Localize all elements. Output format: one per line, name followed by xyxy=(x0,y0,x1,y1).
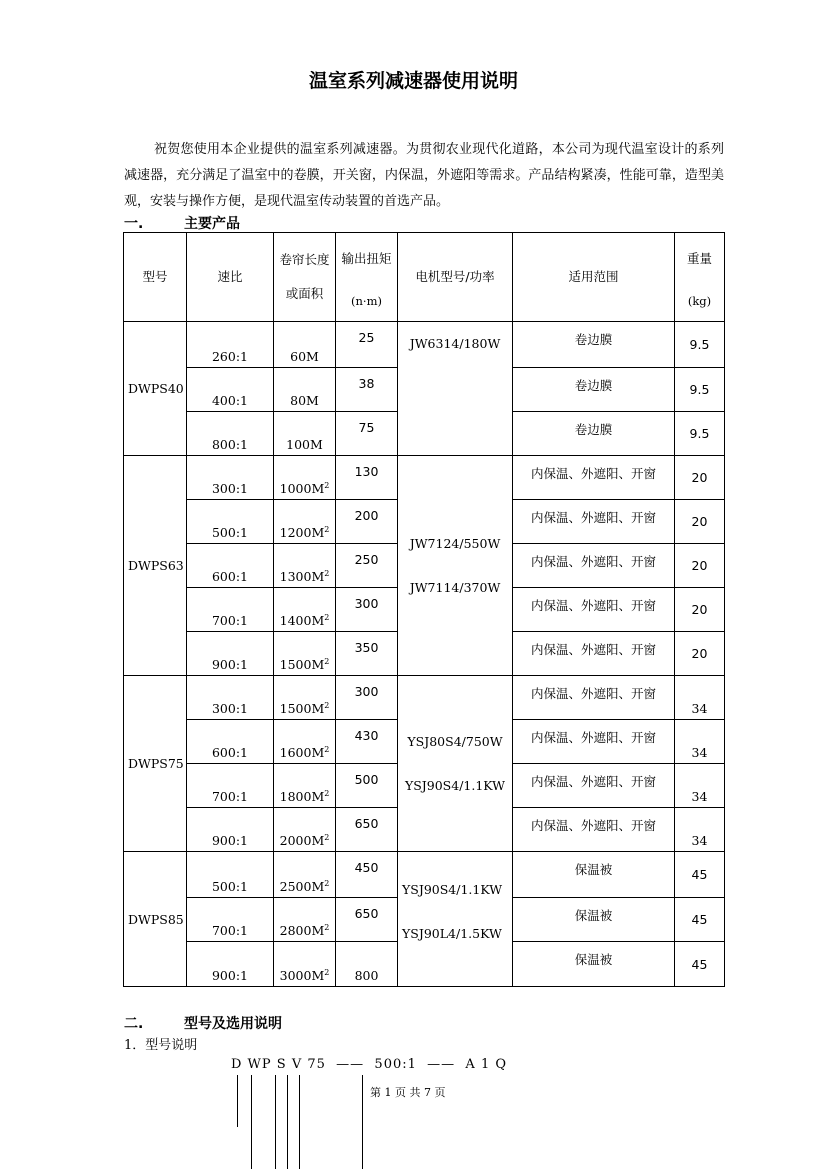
superscript: 2 xyxy=(324,656,330,666)
cell-range: 内保温、外遮阳、开窗 xyxy=(513,544,675,588)
cell-motor xyxy=(398,852,513,987)
cell-ratio: 500:1 xyxy=(187,500,274,544)
cell-range: 保温被 xyxy=(513,852,675,898)
table-row xyxy=(124,322,725,368)
header-length: 卷帘长度 或面积 xyxy=(274,233,336,322)
header-torque: 输出扭矩 (n·m) xyxy=(336,233,398,322)
cell-length: $1800M^2$ xyxy=(274,764,336,808)
section-heading-model xyxy=(124,1013,282,1033)
intro-paragraph: 祝贺您使用本企业提供的温室系列减速器。为贯彻农业现代化道路，本公司为现代温室设计的系列减速器，充分满足了温室中的卷膜，开关窗，内保温，外遮阳等需求。产品结构紧凑，性能可靠，造型美观，安装与操作方便，是现代温室传动装置的首选产品。 xyxy=(124,142,724,209)
table-row xyxy=(124,852,725,898)
cell-ratio: 700:1 xyxy=(187,898,274,942)
code-pointer-line xyxy=(237,1075,238,1127)
cell-torque: 650 xyxy=(336,808,398,852)
code-pointer-line xyxy=(287,1075,288,1169)
motor-model: YSJ90S4/1.1KW xyxy=(402,882,503,897)
cell-range: 内保温、外遮阳、开窗 xyxy=(513,588,675,632)
cell-length: $1200M^2$ xyxy=(274,500,336,544)
cell-length: $3000M^2$ xyxy=(274,942,336,987)
cell-range: 内保温、外遮阳、开窗 xyxy=(513,500,675,544)
cell-range: 保温被 xyxy=(513,898,675,942)
cell-range: 内保温、外遮阳、开窗 xyxy=(513,808,675,852)
cell-range: 内保温、外遮阳、开窗 xyxy=(513,720,675,764)
code-pointer-line xyxy=(251,1075,252,1169)
cell-range: 卷边膜 xyxy=(513,368,675,412)
cell-torque: 250 xyxy=(336,544,398,588)
cell-ratio: 900:1 xyxy=(187,632,274,676)
cell-ratio: 300:1 xyxy=(187,676,274,720)
cell-torque: 350 xyxy=(336,632,398,676)
cell-weight: 20 xyxy=(675,544,725,588)
section-number: 二. xyxy=(124,1016,144,1032)
cell-length: $1400M^2$ xyxy=(274,588,336,632)
section-heading-products xyxy=(124,213,240,233)
cell-weight: 20 xyxy=(675,588,725,632)
superscript: 2 xyxy=(324,700,330,710)
cell-range: 内保温、外遮阳、开窗 xyxy=(513,676,675,720)
model-code: D WP S V 75 —— 500:1 —— A 1 Q xyxy=(231,1057,508,1072)
cell-motor xyxy=(398,456,513,676)
table-row xyxy=(124,676,725,720)
header-range: 适用范围 xyxy=(513,233,675,322)
cell-motor xyxy=(398,322,513,456)
cell-ratio: 700:1 xyxy=(187,588,274,632)
cell-ratio: 300:1 xyxy=(187,456,274,500)
cell-length: $1600M^2$ xyxy=(274,720,336,764)
cell-torque: 800 xyxy=(336,942,398,987)
cell-range: 卷边膜 xyxy=(513,322,675,368)
cell-weight: 20 xyxy=(675,500,725,544)
cell-length: $2500M^2$ xyxy=(274,852,336,898)
cell-weight: 45 xyxy=(675,898,725,942)
cell-length: $1500M^2$ xyxy=(274,676,336,720)
cell-torque: 300 xyxy=(336,676,398,720)
cell-ratio: 600:1 xyxy=(187,720,274,764)
section-number: 一. xyxy=(124,216,144,232)
header-motor: 电机型号/功率 xyxy=(398,233,513,322)
superscript: 2 xyxy=(324,922,330,932)
motor-model: YSJ90S4/1.1KW xyxy=(404,777,506,793)
table-header-row xyxy=(124,233,725,322)
superscript: 2 xyxy=(324,967,330,977)
page-number: 第 1 页 共 7 页 xyxy=(370,1086,446,1099)
header-ratio: 速比 xyxy=(187,233,274,322)
cell-weight: 9.5 xyxy=(675,412,725,456)
product-table xyxy=(123,232,725,987)
cell-torque: 38 xyxy=(336,368,398,412)
cell-model: DWPS40 xyxy=(124,322,187,456)
cell-model: DWPS75 xyxy=(124,676,187,852)
code-pointer-line xyxy=(362,1075,363,1169)
cell-range: 内保温、外遮阳、开窗 xyxy=(513,764,675,808)
motor-model: YSJ80S4/750W xyxy=(407,733,503,749)
table-row xyxy=(124,456,725,500)
cell-length: $2800M^2$ xyxy=(274,898,336,942)
code-pointer-line xyxy=(299,1075,300,1169)
superscript: 2 xyxy=(324,788,330,798)
cell-weight: 34 xyxy=(675,764,725,808)
page-title: 温室系列减速器使用说明 xyxy=(308,70,518,92)
cell-ratio: 260:1 xyxy=(187,322,274,368)
cell-weight: 34 xyxy=(675,676,725,720)
superscript: 2 xyxy=(324,612,330,622)
motor-model: JW6314/180W xyxy=(409,336,501,351)
cell-weight: 45 xyxy=(675,942,725,987)
cell-torque: 430 xyxy=(336,720,398,764)
motor-model: YSJ90L4/1.5KW xyxy=(402,926,502,941)
cell-length: $2000M^2$ xyxy=(274,808,336,852)
header-weight: 重量 (kg) xyxy=(675,233,725,322)
cell-range: 卷边膜 xyxy=(513,412,675,456)
cell-weight: 9.5 xyxy=(675,322,725,368)
section-label: 主要产品 xyxy=(184,216,240,232)
cell-torque: 300 xyxy=(336,588,398,632)
cell-length: $1500M^2$ xyxy=(274,632,336,676)
cell-ratio: 600:1 xyxy=(187,544,274,588)
superscript: 2 xyxy=(324,744,330,754)
cell-ratio: 500:1 xyxy=(187,852,274,898)
cell-torque: 130 xyxy=(336,456,398,500)
cell-weight: 45 xyxy=(675,852,725,898)
cell-torque: 200 xyxy=(336,500,398,544)
motor-model: JW7124/550W xyxy=(409,535,501,551)
cell-length: $1300M^2$ xyxy=(274,544,336,588)
cell-ratio: 400:1 xyxy=(187,368,274,412)
subsection-model-explanation: 1．型号说明 xyxy=(124,1038,198,1053)
superscript: 2 xyxy=(324,480,330,490)
section-label: 型号及选用说明 xyxy=(184,1016,282,1032)
cell-torque: 450 xyxy=(336,852,398,898)
cell-range: 内保温、外遮阳、开窗 xyxy=(513,632,675,676)
superscript: 2 xyxy=(324,832,330,842)
cell-ratio: 800:1 xyxy=(187,412,274,456)
cell-length: 80M xyxy=(274,368,336,412)
cell-range: 内保温、外遮阳、开窗 xyxy=(513,456,675,500)
cell-model: DWPS63 xyxy=(124,456,187,676)
cell-motor xyxy=(398,676,513,852)
cell-weight: 9.5 xyxy=(675,368,725,412)
code-pointer-line xyxy=(275,1075,276,1169)
superscript: 2 xyxy=(324,878,330,888)
cell-torque: 500 xyxy=(336,764,398,808)
cell-range: 保温被 xyxy=(513,942,675,987)
cell-weight: 34 xyxy=(675,808,725,852)
superscript: 2 xyxy=(324,524,330,534)
cell-length: $1000M^2$ xyxy=(274,456,336,500)
motor-model: JW7114/370W xyxy=(409,579,501,595)
cell-length: 60M xyxy=(274,322,336,368)
cell-weight: 34 xyxy=(675,720,725,764)
cell-torque: 650 xyxy=(336,898,398,942)
cell-length: 100M xyxy=(274,412,336,456)
cell-ratio: 700:1 xyxy=(187,764,274,808)
cell-torque: 75 xyxy=(336,412,398,456)
cell-model: DWPS85 xyxy=(124,852,187,987)
cell-torque: 25 xyxy=(336,322,398,368)
superscript: 2 xyxy=(324,568,330,578)
cell-weight: 20 xyxy=(675,456,725,500)
header-model: 型号 xyxy=(124,233,187,322)
cell-weight: 20 xyxy=(675,632,725,676)
cell-ratio: 900:1 xyxy=(187,808,274,852)
cell-ratio: 900:1 xyxy=(187,942,274,987)
